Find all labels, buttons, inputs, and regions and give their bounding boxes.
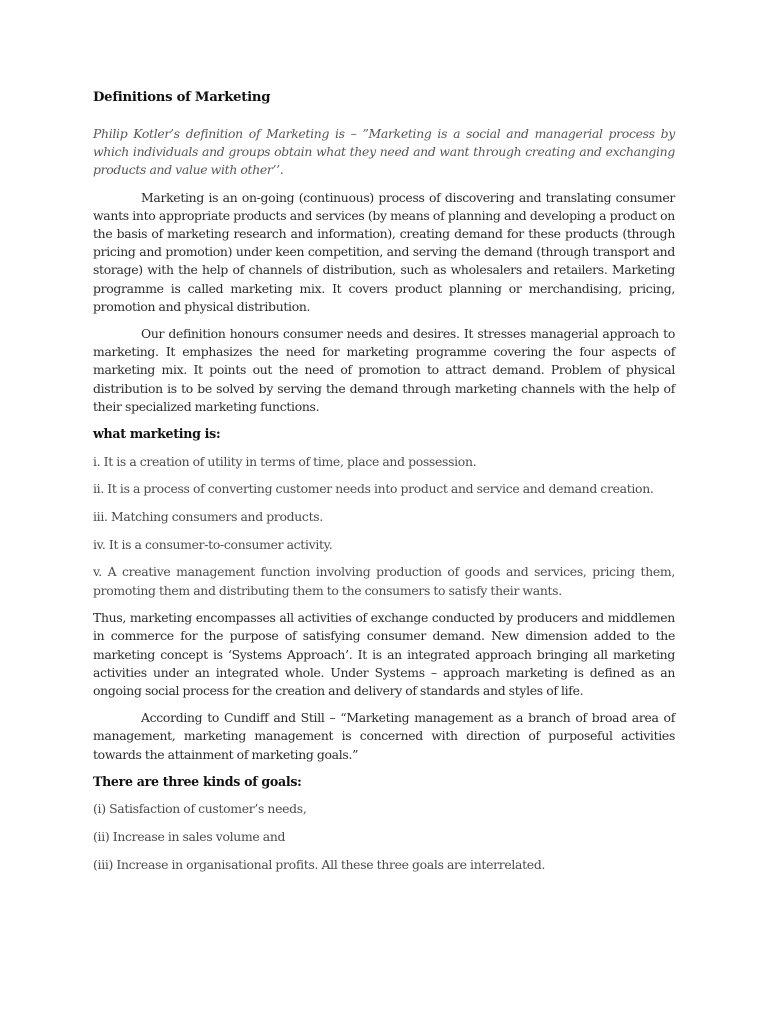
paragraph-systems-approach: Thus, marketing encompasses all activities of exchange conducted by producers and middlemen in commerce for the purpose of satisfying consumer demand. New dimension added to the marketing concept is ‘Systems Approach’. It is an integrated approach bringing all marketing activities under an integrated whole. Under Systems – approach marketing is defined as an ongoing social process for the creation and delivery of standards and styles of life.: [93, 610, 675, 699]
goal-item-3: (iii) Increase in organisational profits. All these three goals are interrelated.: [93, 856, 546, 872]
what-marketing-is-heading: what marketing is:: [93, 426, 221, 442]
what-item-2: ii. It is a process of converting customer needs into product and service and demand creation.: [93, 481, 654, 497]
goal-item-2: (ii) Increase in sales volume and: [93, 829, 286, 845]
what-item-3: iii. Matching consumers and products.: [93, 508, 323, 524]
document-title: Definitions of Marketing: [93, 90, 271, 105]
paragraph-our-definition: Our definition honours consumer needs and desires. It stresses managerial approach to marketing. It emphasizes the need for marketing programme covering the four aspects of marketing mix. It points out the need of promotion to attract demand. Problem of physical distribution is to be solved by serving the demand through marketing channels with the help of their specialized marketing functions.: [93, 326, 675, 414]
paragraph-cundiff-still: According to Cundiff and Still – “Marketing management as a branch of broad area of management, marketing management is concerned with direction of purposeful activities towards the attainment of marketing goals.”: [93, 710, 675, 762]
goals-heading: There are three kinds of goals:: [93, 773, 302, 789]
what-item-5: v. A creative management function involving production of goods and services, pricing them, promoting them and distributing them to the consumers to satisfy their wants.: [93, 564, 675, 598]
paragraph-marketing-process: Marketing is an on-going (continuous) process of discovering and translating consumer wants into appropriate products and services (by means of planning and developing a product on the basis of marketing research and information), creating demand for these products (through pricing and promotion) under keen competition, and serving the demand (through transport and storage) with the help of channels of distribution, such as wholesalers and retailers. Marketing programme is called marketing mix. It covers product planning or merchandising, pricing, promotion and physical distribution.: [93, 189, 675, 314]
goal-item-1: (i) Satisfaction of customer’s needs,: [93, 801, 307, 817]
what-item-1: i. It is a creation of utility in terms of time, place and possession.: [93, 453, 477, 469]
document-page: [93, 88, 675, 884]
kotler-definition-quote: Philip Kotler’s definition of Marketing is – ”Marketing is a social and managerial process by which individuals and groups obtain what they need and want through creating and exchanging products and value with other’’.: [93, 126, 675, 178]
what-item-4: iv. It is a consumer-to-consumer activity.: [93, 536, 333, 552]
